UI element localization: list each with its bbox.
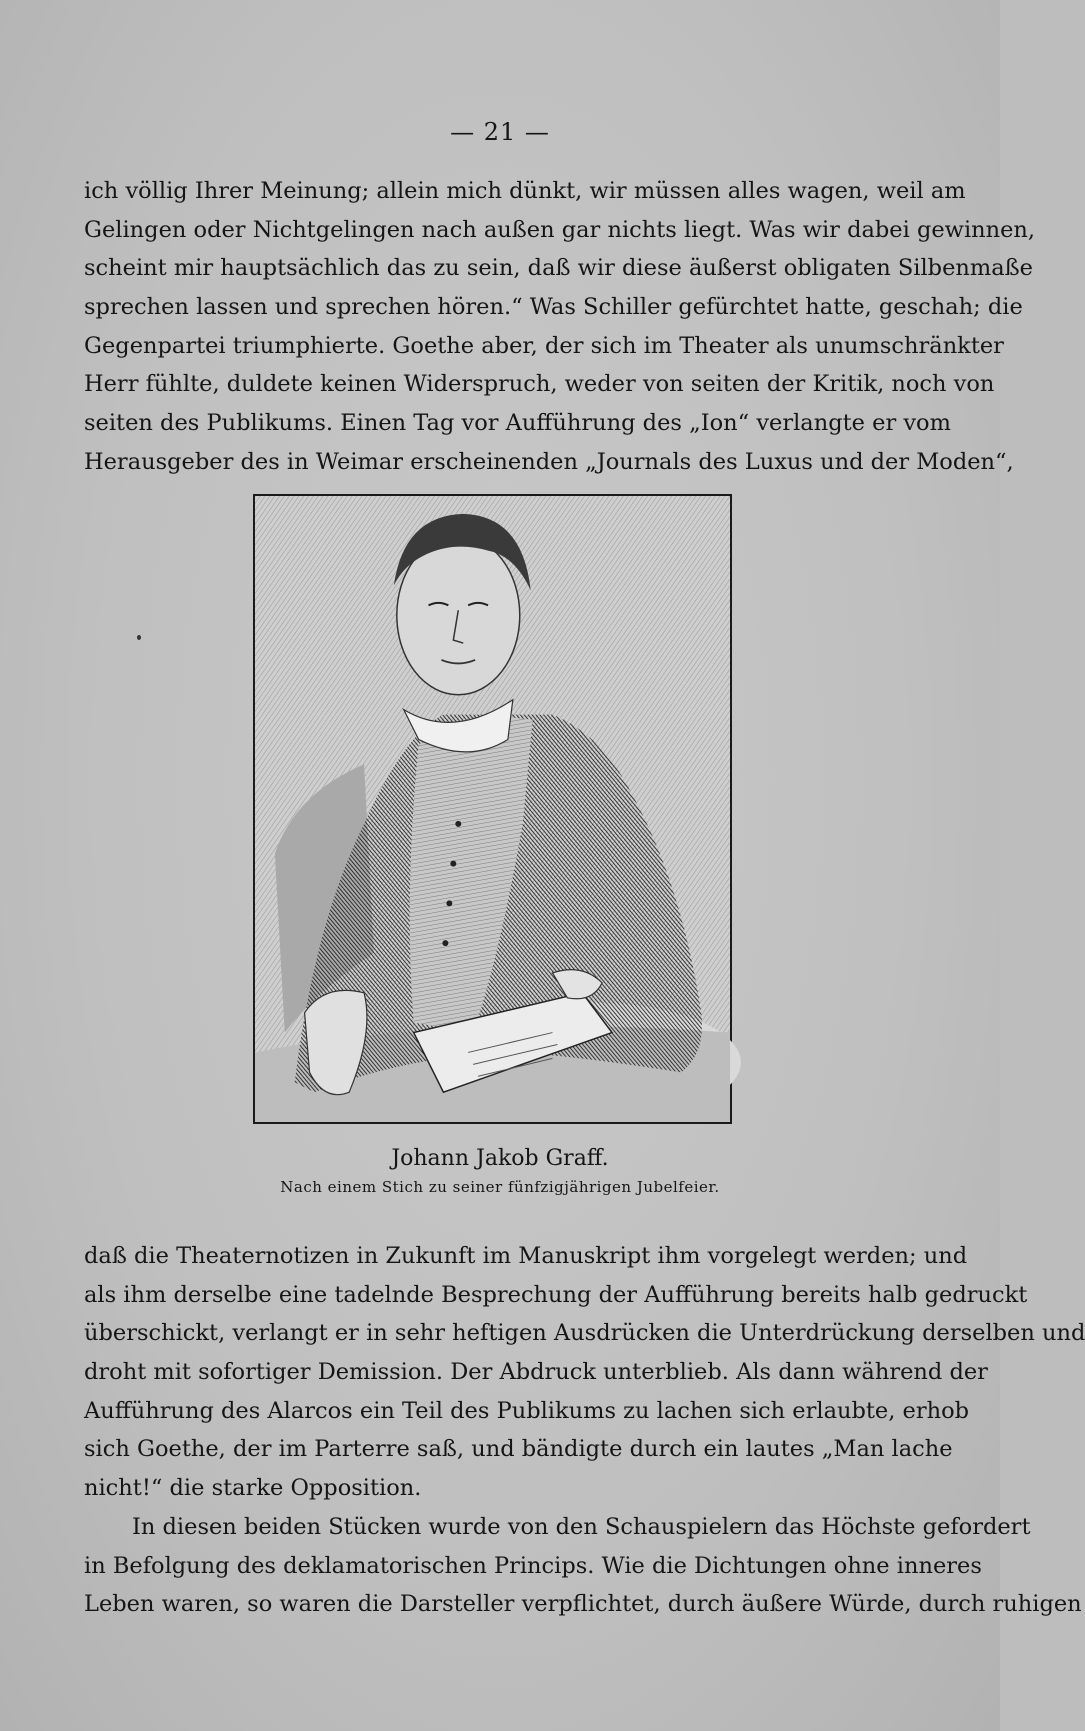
text-line: sich Goethe, der im Parterre saß, und bändigte durch ein lautes „Man lache xyxy=(84,1436,953,1463)
text-line: Leben waren, so waren die Darsteller verpflichtet, durch äußere Würde, durch ruhigen xyxy=(84,1591,1082,1618)
text-line: seiten des Publikums. Einen Tag vor Aufführung des „Ion“ verlangte er vom xyxy=(84,410,951,437)
text-line: Herr fühlte, duldete keinen Widerspruch, weder von seiten der Kritik, noch von xyxy=(84,371,995,398)
text-line: sprechen lassen und sprechen hören.“ Was Schiller gefürchtet hatte, geschah; die xyxy=(84,294,1023,321)
bottom-paragraphs xyxy=(84,1237,1085,1624)
text-line: daß die Theaternotizen in Zukunft im Manuskript ihm vorgelegt werden; und xyxy=(84,1243,968,1269)
text-line: nicht!“ die starke Opposition. xyxy=(84,1475,422,1502)
text-line: überschickt, verlangt er in sehr heftigen Ausdrücken die Unterdrückung derselben und xyxy=(84,1320,1085,1347)
portrait-engraving xyxy=(253,494,732,1124)
text-line: Gegenpartei triumphierte. Goethe aber, der sich im Theater als unumschränkter xyxy=(84,332,1004,359)
text-line: In diesen beiden Stücken wurde von den Schauspielern das Höchste gefordert xyxy=(132,1513,1031,1540)
text-line: droht mit sofortiger Demission. Der Abdruck unterblieb. Als dann während der xyxy=(84,1359,988,1386)
text-line: in Befolgung des deklamatorischen Princips. Wie die Dichtungen ohne inneres xyxy=(84,1552,982,1579)
page-number: — 21 — xyxy=(450,118,550,146)
figure-caption-subtitle: Nach einem Stich zu seiner fünfzigjährigen Jubelfeier. xyxy=(280,1178,720,1196)
print-speck xyxy=(137,635,141,640)
text-line: scheint mir hauptsächlich das zu sein, daß wir diese äußerst obligaten Silbenmaße xyxy=(84,255,1033,282)
figure-caption-name: Johann Jakob Graff. xyxy=(391,1146,609,1171)
text-line: Gelingen oder Nichtgelingen nach außen gar nichts liegt. Was wir dabei gewinnen, xyxy=(84,216,1036,243)
portrait-illustration xyxy=(255,496,730,1122)
text-line: ich völlig Ihrer Meinung; allein mich dünkt, wir müssen alles wagen, weil am xyxy=(84,178,966,204)
text-line: Herausgeber des in Weimar erscheinenden „Journals des Luxus und der Moden“, xyxy=(84,448,1014,475)
text-line: Aufführung des Alarcos ein Teil des Publikums zu lachen sich erlaubte, erhob xyxy=(84,1397,970,1424)
text-line: als ihm derselbe eine tadelnde Besprechung der Aufführung bereits halb gedruckt xyxy=(84,1281,1028,1308)
top-paragraph xyxy=(84,172,1036,482)
